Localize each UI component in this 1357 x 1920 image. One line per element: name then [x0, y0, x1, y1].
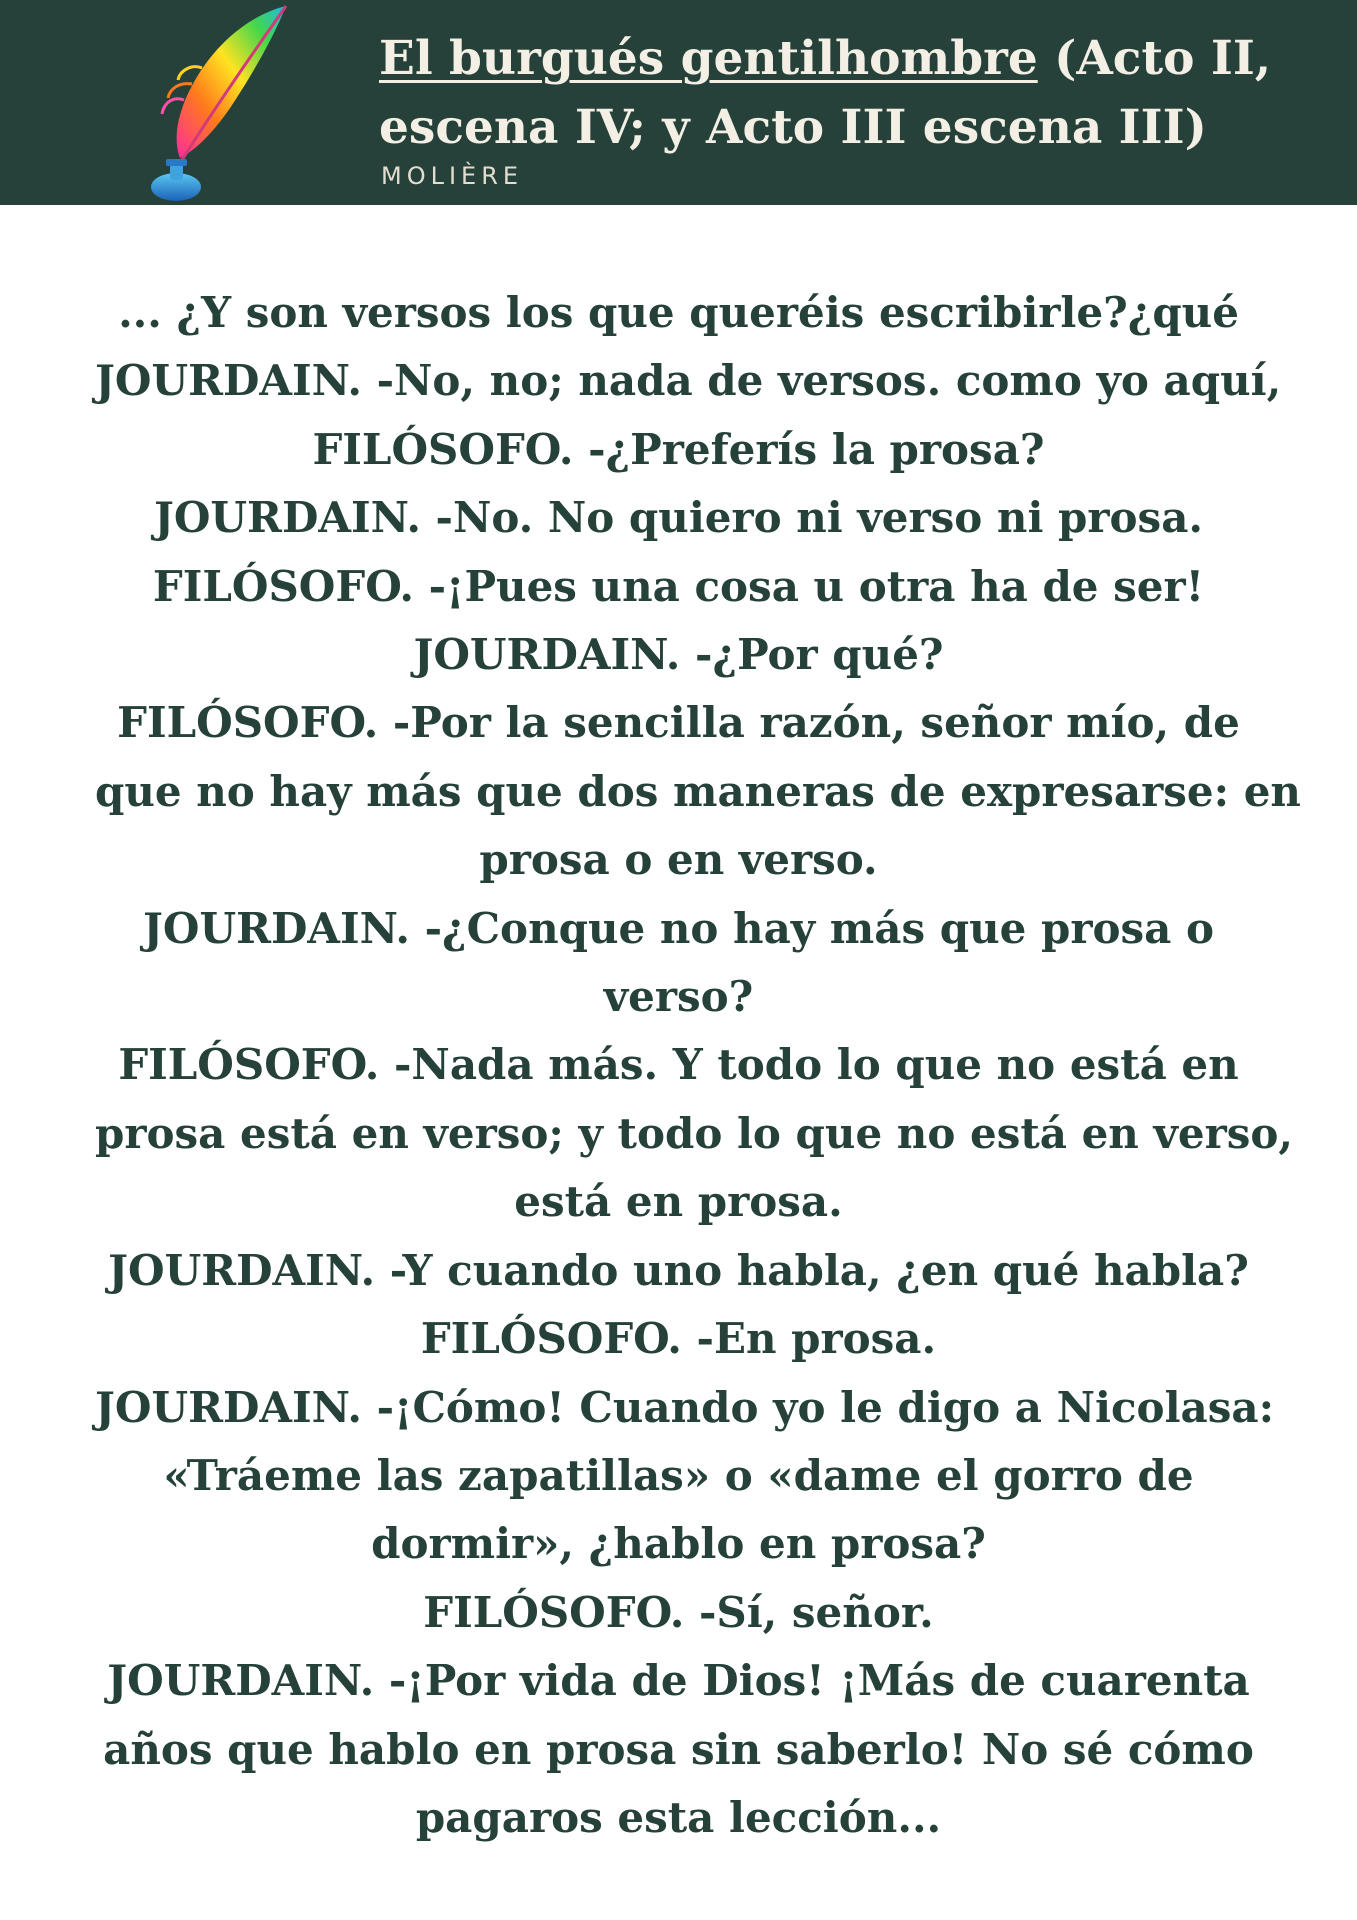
excerpt-line: prosa está en verso; y todo lo que no está en verso, [95, 1108, 1293, 1158]
excerpt-line: pagaros esta lección... [415, 1792, 942, 1842]
excerpt-line: ... ¿Y son versos los que queréis escribirle?¿qué [118, 288, 1239, 337]
excerpt-line: JOURDAIN. -¡Cómo! Cuando yo le digo a Nicolasa: [95, 1382, 1275, 1432]
excerpt-line: JOURDAIN. -¿Por qué? [413, 630, 944, 680]
excerpt-line: está en prosa. [514, 1177, 843, 1227]
excerpt-line: JOURDAIN. -No, no; nada de versos. como yo aquí, [95, 356, 1282, 406]
excerpt-line: «Tráeme las zapatillas» o «dame el gorro de [163, 1450, 1194, 1500]
excerpt-line: JOURDAIN. -No. No quiero ni verso ni prosa. [153, 493, 1204, 543]
excerpt-line: años que hablo en prosa sin saberlo! No sé cómo [103, 1724, 1254, 1774]
title-banner [0, 0, 1357, 205]
excerpt-line: FILÓSOFO. -¿Preferís la prosa? [312, 424, 1045, 474]
title-link[interactable]: El burgués gentilhombre [379, 31, 1038, 86]
excerpt-line: dormir», ¿hablo en prosa? [371, 1519, 986, 1569]
page-title [379, 24, 1339, 162]
author-name: MOLIÈRE [381, 162, 524, 190]
excerpt-line: prosa o en verso. [479, 835, 878, 885]
title-rest: (Acto II, escena IV; y Acto III escena III) [379, 31, 1272, 155]
excerpt-line: FILÓSOFO. -¡Pues una cosa u otra ha de ser! [152, 561, 1205, 611]
excerpt-text [95, 279, 1301, 1852]
excerpt-line: JOURDAIN. -¿Conque no hay más que prosa o [143, 903, 1214, 953]
excerpt-line: JOURDAIN. -¡Por vida de Dios! ¡Más de cuarenta [107, 1656, 1250, 1706]
excerpt-line: verso? [603, 972, 754, 1022]
excerpt-line: FILÓSOFO. -Sí, señor. [423, 1587, 934, 1637]
excerpt-line: que no hay más que dos maneras de expresarse: en [95, 766, 1301, 816]
excerpt-line: FILÓSOFO. -Por la sencilla razón, señor mío, de [117, 698, 1240, 748]
excerpt-line: JOURDAIN. -Y cuando uno habla, ¿en qué habla? [108, 1245, 1249, 1295]
excerpt-line: FILÓSOFO. -En prosa. [420, 1314, 937, 1364]
quill-pen-inkwell-icon [140, 0, 300, 205]
excerpt-line: FILÓSOFO. -Nada más. Y todo lo que no está en [118, 1040, 1239, 1090]
